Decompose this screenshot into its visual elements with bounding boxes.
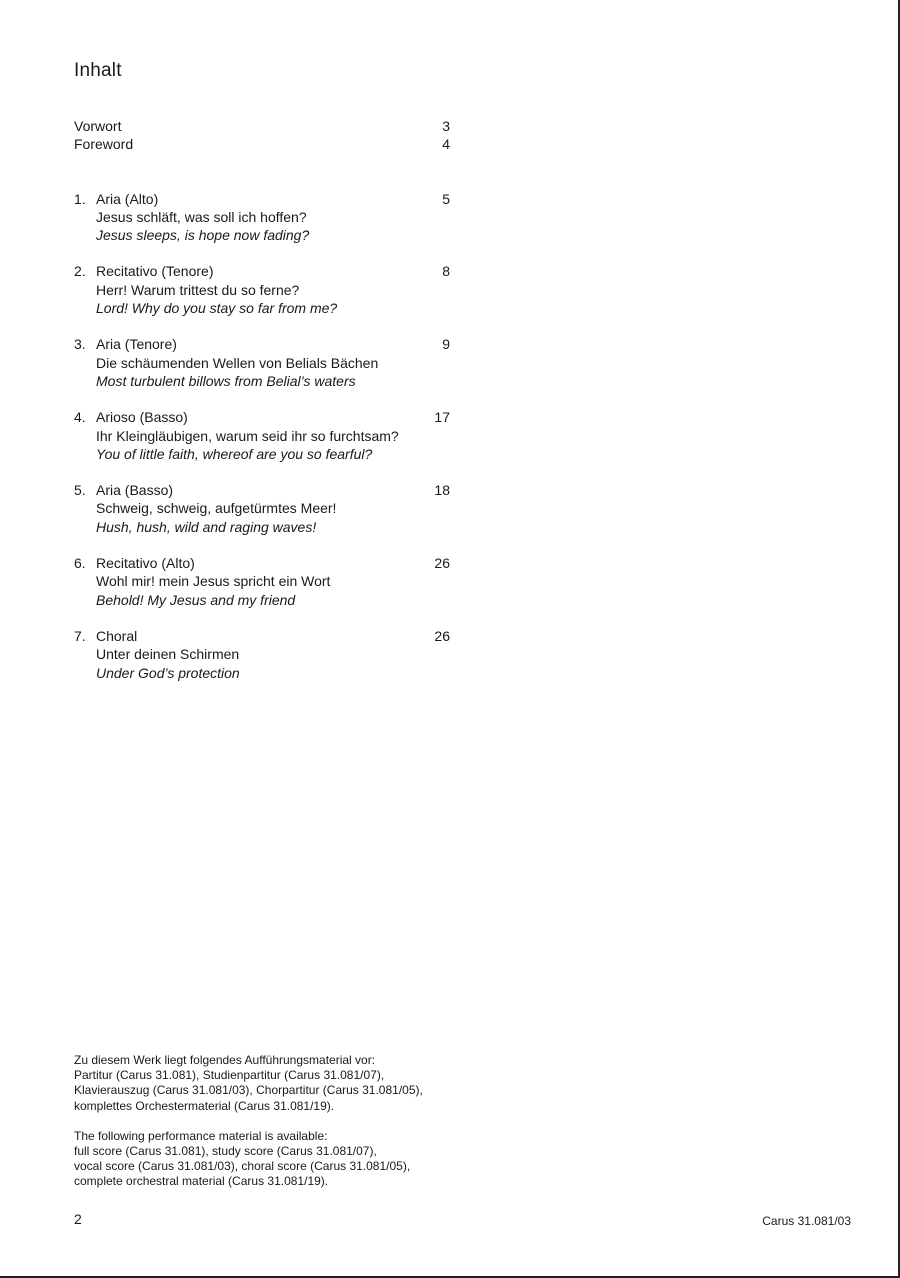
- entry-title-english: Hush, hush, wild and raging waves!: [96, 518, 317, 535]
- entry-title-english: You of little faith, whereof are you so fearful?: [96, 445, 373, 462]
- entry-number: 5.: [74, 482, 86, 499]
- entry-type: Choral: [96, 627, 138, 644]
- entry-title-german: Jesus schläft, was soll ich hoffen?: [96, 208, 307, 225]
- toc-entry: [74, 335, 452, 390]
- entry-number: 1.: [74, 190, 86, 207]
- entry-head: [96, 408, 452, 426]
- footer-catalog-code: Carus 31.081/03: [762, 1214, 851, 1228]
- entry-type: Aria (Tenore): [96, 336, 177, 353]
- toc-entry: [74, 481, 452, 536]
- entry-page: 18: [434, 482, 450, 499]
- entry-body: [96, 408, 452, 463]
- page-title: Inhalt: [74, 60, 122, 81]
- entry-number: 4.: [74, 409, 86, 426]
- entry-number: 2.: [74, 263, 86, 280]
- entry-title-german: Wohl mir! mein Jesus spricht ein Wort: [96, 573, 331, 590]
- table-of-contents: [74, 117, 452, 700]
- entry-type: Aria (Alto): [96, 190, 159, 207]
- entry-title-english: Jesus sleeps, is hope now fading?: [96, 227, 310, 244]
- entry-title-english: Lord! Why do you stay so far from me?: [96, 300, 338, 317]
- toc-entry: [74, 190, 452, 245]
- material-english: [74, 1129, 534, 1190]
- entry-head: [96, 262, 452, 280]
- entry-page: 9: [442, 336, 450, 353]
- entry-type: Arioso (Basso): [96, 409, 188, 426]
- entry-title-english: Most turbulent billows from Belial’s waters: [96, 372, 356, 389]
- performance-material-note: [74, 1053, 534, 1205]
- entry-head: [96, 335, 452, 353]
- entry-number: 7.: [74, 627, 86, 644]
- material-line: The following performance material is available:: [74, 1128, 328, 1143]
- entry-title-german: Schweig, schweig, aufgetürmtes Meer!: [96, 500, 337, 517]
- entry-page: 26: [434, 555, 450, 572]
- toc-entry: [74, 262, 452, 317]
- entry-head: [96, 190, 452, 208]
- entry-page: 8: [442, 263, 450, 280]
- toc-front-item: [74, 135, 452, 153]
- entry-body: [96, 190, 452, 245]
- entry-body: [96, 335, 452, 390]
- material-line: Partitur (Carus 31.081), Studienpartitur (Carus 31.081/07),: [74, 1068, 385, 1083]
- entry-title-german: Ihr Kleingläubigen, warum seid ihr so furchtsam?: [96, 427, 399, 444]
- entry-head: [96, 481, 452, 499]
- entry-type: Aria (Basso): [96, 482, 174, 499]
- toc-front-page: 4: [442, 136, 450, 153]
- toc-entry: [74, 408, 452, 463]
- front-matter: [74, 117, 452, 154]
- footer-page-number: 2: [74, 1211, 82, 1227]
- material-line: complete orchestral material (Carus 31.081/19).: [74, 1174, 329, 1189]
- entry-body: [96, 481, 452, 536]
- toc-entry: [74, 554, 452, 609]
- entry-body: [96, 262, 452, 317]
- entry-body: [96, 627, 452, 682]
- material-line: full score (Carus 31.081), study score (Carus 31.081/07),: [74, 1144, 377, 1159]
- entry-type: Recitativo (Alto): [96, 555, 195, 572]
- material-line: vocal score (Carus 31.081/03), choral score (Carus 31.081/05),: [74, 1159, 411, 1174]
- entry-page: 17: [434, 409, 450, 426]
- material-line: Zu diesem Werk liegt folgendes Aufführungsmaterial vor:: [74, 1053, 376, 1067]
- entry-head: [96, 554, 452, 572]
- entry-title-german: Herr! Warum trittest du so ferne?: [96, 281, 300, 298]
- entry-title-english: Behold! My Jesus and my friend: [96, 591, 296, 608]
- material-line: Klavierauszug (Carus 31.081/03), Chorpartitur (Carus 31.081/05),: [74, 1083, 423, 1098]
- material-german: [74, 1053, 534, 1114]
- entry-page: 5: [442, 190, 450, 207]
- entry-type: Recitativo (Tenore): [96, 263, 214, 280]
- toc-front-label: Foreword: [74, 136, 134, 153]
- toc-front-page: 3: [442, 118, 450, 134]
- entry-title-german: Die schäumenden Wellen von Belials Bächen: [96, 354, 379, 371]
- material-line: komplettes Orchestermaterial (Carus 31.081/19).: [74, 1098, 335, 1113]
- entry-title-german: Unter deinen Schirmen: [96, 646, 240, 663]
- toc-entry: [74, 627, 452, 682]
- entry-head: [96, 627, 452, 645]
- entry-page: 26: [434, 627, 450, 644]
- toc-front-item: [74, 117, 452, 135]
- entry-number: 3.: [74, 336, 86, 353]
- entry-body: [96, 554, 452, 609]
- toc-front-label: Vorwort: [74, 118, 122, 134]
- entry-title-english: Under God’s protection: [96, 664, 240, 681]
- entry-number: 6.: [74, 555, 86, 572]
